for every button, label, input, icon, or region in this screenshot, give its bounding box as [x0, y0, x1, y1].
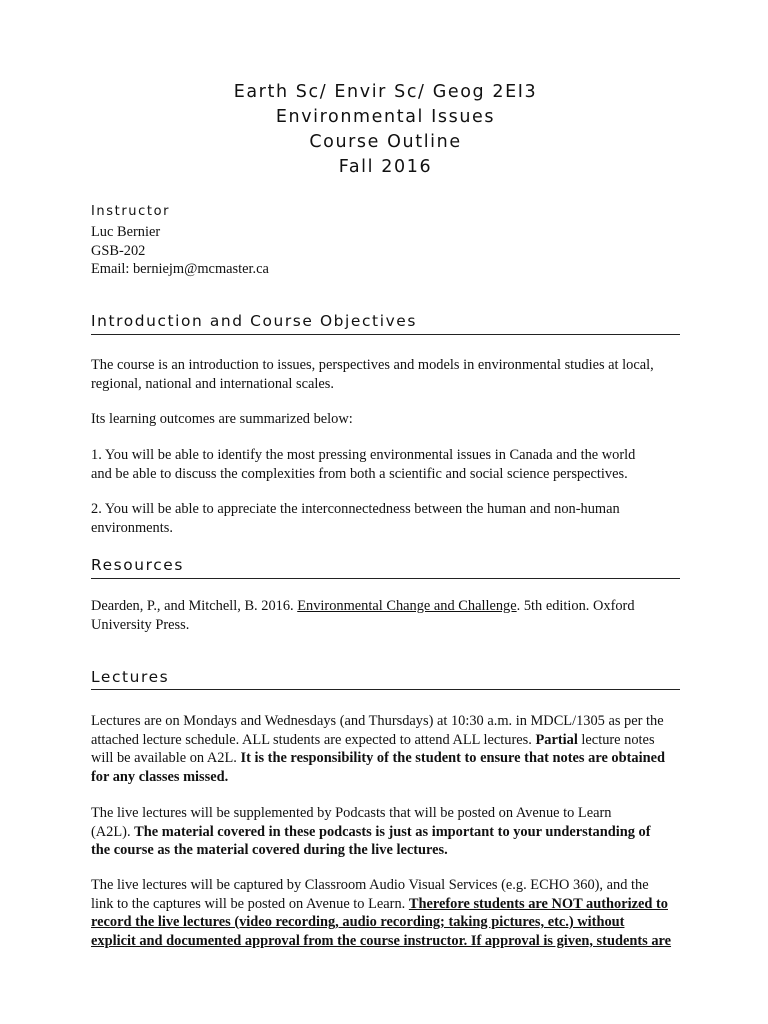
lectures-p3-line3 [91, 913, 680, 932]
intro-p1-line2: regional, national and international scales. [91, 375, 334, 392]
lectures-p3-line2-text: link to the captures will be posted on Avenue to Learn. [91, 895, 409, 912]
course-term-title: Fall 2016 [338, 157, 433, 177]
course-name-title: Environmental Issues [275, 107, 496, 127]
intro-paragraph-3 [91, 446, 680, 483]
lectures-p2-line2-text: (A2L). [91, 823, 135, 840]
instructor-name: Luc Bernier [91, 224, 161, 240]
lectures-responsibility-notice: It is the responsibility of the student to ensure that notes are obtained [240, 750, 666, 766]
lectures-p1-line3-text: will be available on A2L. [91, 750, 241, 766]
lectures-p2-line2 [91, 823, 680, 842]
lectures-p1-line2-end: lecture notes [577, 731, 655, 748]
lectures-p3-line2 [91, 895, 680, 914]
recording-policy-notice-end: explicit and documented approval from the course instructor. If approval is given, students are [91, 932, 672, 949]
lectures-p3-line4 [91, 932, 680, 951]
lectures-p2-line3 [91, 841, 680, 860]
course-code-title: Earth Sc/ Envir Sc/ Geog 2EI3 [233, 82, 538, 102]
citation-authors: Dearden, P., and Mitchell, B. 2016. [91, 598, 298, 614]
intro-p4-line1: 2. You will be able to appreciate the interconnectedness between the human and non-human [91, 501, 620, 517]
citation-edition: . 5th edition. Oxford [516, 598, 635, 614]
lectures-p1-line2-text: attached lecture schedule. ALL students are expected to attend ALL lectures. [91, 731, 536, 748]
intro-divider [91, 334, 680, 335]
citation-line2: University Press. [91, 616, 190, 633]
lectures-p1-line4 [91, 768, 680, 787]
resources-divider [91, 578, 680, 579]
intro-p3-line1: 1. You will be able to identify the most pressing environmental issues in Canada and the world [91, 447, 636, 463]
lectures-p1-line3 [91, 749, 680, 768]
lectures-p2-line1: The live lectures will be supplemented by Podcasts that will be posted on Avenue to Learn [91, 805, 612, 821]
resources-citation [91, 597, 680, 634]
instructor-office: GSB-202 [91, 242, 146, 259]
lectures-missed-notice: for any classes missed. [91, 768, 229, 785]
lectures-paragraph-1 [91, 712, 680, 786]
instructor-details [91, 223, 269, 279]
resources-heading: Resources [91, 556, 184, 574]
lectures-p1-line1: Lectures are on Mondays and Wednesdays (and Thursdays) at 10:30 a.m. in MDCL/1305 as per the [91, 713, 664, 729]
lectures-divider [91, 689, 680, 690]
recording-policy-notice: Therefore students are NOT authorized to [408, 895, 668, 912]
lectures-heading: Lectures [91, 668, 170, 686]
course-title-block [91, 80, 680, 180]
intro-paragraph-1 [91, 356, 680, 393]
intro-heading: Introduction and Course Objectives [91, 312, 417, 330]
instructor-email: Email: berniejm@mcmaster.ca [91, 261, 269, 277]
intro-p4-line2: environments. [91, 519, 173, 536]
lectures-podcast-notice-end: the course as the material covered during the live lectures. [91, 842, 448, 858]
intro-p1-line1: The course is an introduction to issues, perspectives and models in environmental studies at local, [91, 357, 654, 373]
citation-line1 [91, 597, 680, 616]
course-outline-title: Course Outline [309, 132, 462, 152]
lectures-paragraph-3 [91, 876, 680, 950]
lectures-p1-line2 [91, 731, 680, 750]
lectures-paragraph-2 [91, 804, 680, 860]
lectures-partial-emphasis: Partial [535, 731, 578, 748]
lectures-p3-line1: The live lectures will be captured by Classroom Audio Visual Services (e.g. ECHO 360), and the [91, 877, 649, 893]
recording-policy-notice-cont: record the live lectures (video recording, audio recording; taking pictures, etc.) without [91, 914, 625, 930]
intro-p3-line2: and be able to discuss the complexities from both a scientific and social science perspectives. [91, 465, 628, 482]
citation-book-title: Environmental Change and Challenge [297, 598, 517, 614]
intro-paragraph-2: Its learning outcomes are summarized below: [91, 411, 353, 427]
document-page [91, 0, 680, 1024]
intro-paragraph-4 [91, 500, 680, 537]
instructor-heading: Instructor [91, 204, 171, 219]
lectures-podcast-notice: The material covered in these podcasts is just as important to your understanding of [134, 823, 651, 840]
